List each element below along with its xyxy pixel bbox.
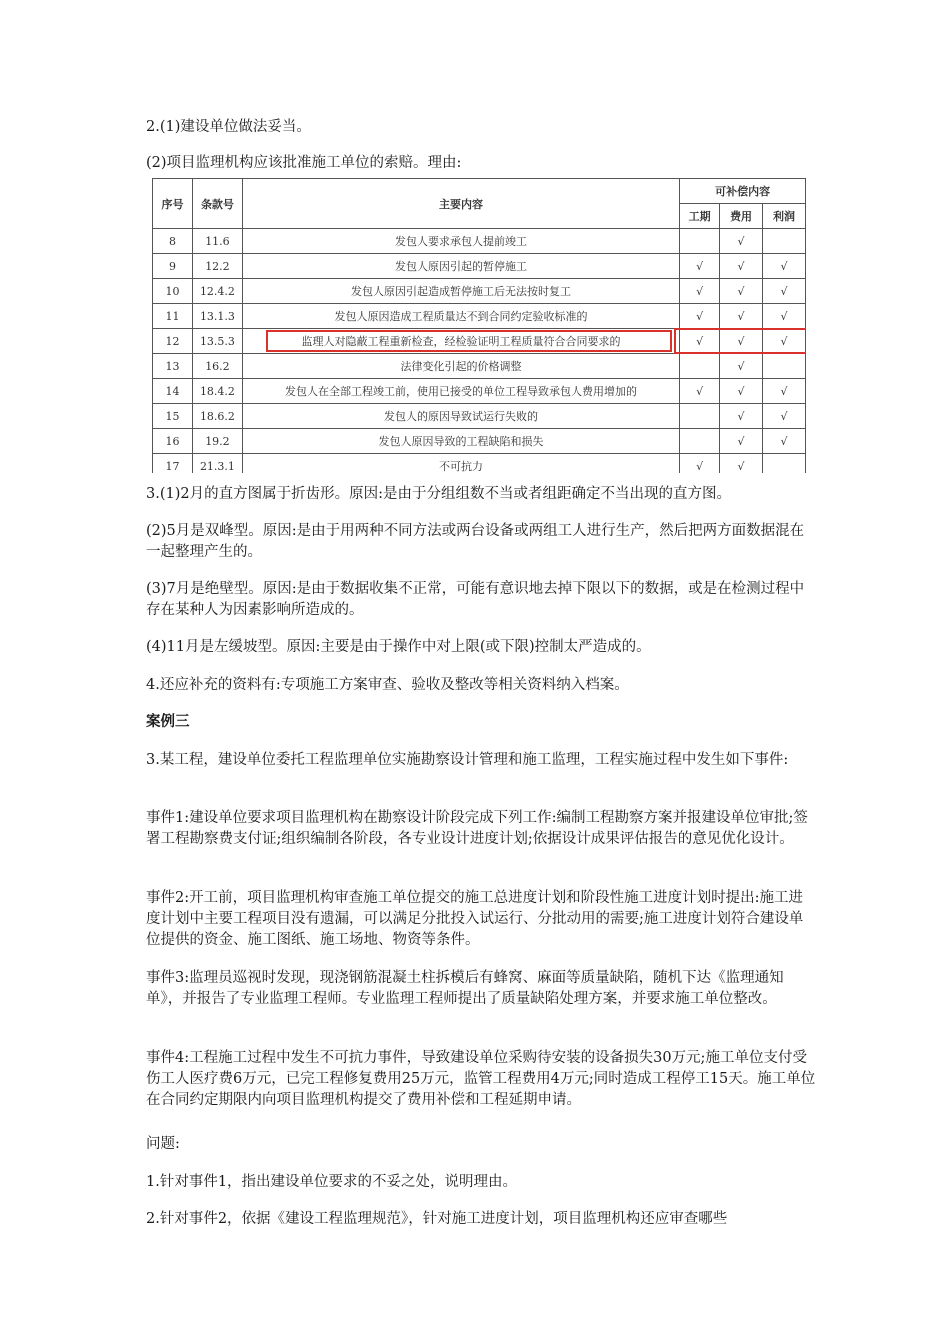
cell-time [680, 429, 720, 454]
cell-profit: √ [763, 429, 806, 454]
cell-clause: 18.4.2 [192, 379, 242, 404]
table-row [153, 404, 806, 429]
cell-cost: √ [720, 304, 763, 329]
cell-profit: √ [763, 279, 806, 304]
cell-cost: √ [720, 354, 763, 379]
event-3: 事件3:监理员巡视时发现，现浇钢筋混凝土柱拆模后有蜂窝、麻面等质量缺陷，随机下达《监理通知单》，并报告了专业监理工程师。专业监理工程师提出了质量缺陷处理方案，并要求施工单位整改。 [146, 970, 784, 1007]
cell-time [680, 229, 720, 254]
question-label: 问题: [146, 1136, 180, 1152]
question-2: 2.针对事件2，依据《建设工程监理规范》，针对施工进度计划，项目监理机构还应审查哪些 [146, 1211, 728, 1227]
cell-profit: √ [763, 254, 806, 279]
cell-clause: 12.2 [192, 254, 242, 279]
compensation-table [152, 178, 806, 473]
header-cost: 费用 [720, 204, 763, 229]
cell-clause: 21.3.1 [192, 454, 242, 474]
answer-3-2: (2)5月是双峰型。原因:是由于用两种不同方法或两台设备或两组工人进行生产，然后把两方面数据混在一起整理产生的。 [146, 523, 805, 560]
cell-time: √ [680, 454, 720, 474]
cell-content: 不可抗力 [242, 454, 679, 474]
case-title: 案例三 [146, 714, 190, 730]
cell-clause: 11.6 [192, 229, 242, 254]
cell-no: 14 [153, 379, 193, 404]
cell-time: √ [680, 304, 720, 329]
cell-content: 发包人在全部工程竣工前，使用已接受的单位工程导致承包人费用增加的 [242, 379, 679, 404]
event-4: 事件4:工程施工过程中发生不可抗力事件，导致建设单位采购待安装的设备损失30万元;施工单位支付受伤工人医疗费6万元，已完工程修复费用25万元，监管工程费用4万元;同时造成工程停工15天。施工单位在合同约定期限内向项目监理机构提交了费用补偿和工程延期申请。 [146, 1050, 816, 1108]
cell-clause: 16.2 [192, 354, 242, 379]
answer-3-4: (4)11月是左缓坡型。原因:主要是由于操作中对上限(或下限)控制太严造成的。 [146, 639, 651, 655]
cell-content: 发包人原因导致的工程缺陷和损失 [242, 429, 679, 454]
cell-content: 发包人的原因导致试运行失败的 [242, 404, 679, 429]
cell-clause: 12.4.2 [192, 279, 242, 304]
cell-time [680, 354, 720, 379]
header-time: 工期 [680, 204, 720, 229]
cell-profit [763, 354, 806, 379]
cell-cost: √ [720, 404, 763, 429]
cell-no: 9 [153, 254, 193, 279]
cell-time: √ [680, 379, 720, 404]
table-row [153, 379, 806, 404]
header-content: 主要内容 [242, 179, 679, 229]
cell-content: 法律变化引起的价格调整 [242, 354, 679, 379]
answer-4: 4.还应补充的资料有:专项施工方案审查、验收及整改等相关资料纳入档案。 [146, 677, 629, 693]
table-row [153, 429, 806, 454]
cell-cost: √ [720, 379, 763, 404]
cell-content: 发包人原因引起的暂停施工 [242, 254, 679, 279]
highlight-box-compensation [674, 328, 806, 354]
cell-no: 13 [153, 354, 193, 379]
event-1: 事件1:建设单位要求项目监理机构在勘察设计阶段完成下列工作:编制工程勘察方案并报建设单位审批;签署工程勘察费支付证;组织编制各阶段，各专业设计进度计划;依据设计成果评估报告的意见优化设计。 [146, 810, 808, 847]
header-profit: 利润 [763, 204, 806, 229]
cell-clause: 13.5.3 [192, 329, 242, 354]
table-row [153, 304, 806, 329]
cell-content: 发包人原因造成工程质量达不到合同约定验收标准的 [242, 304, 679, 329]
event-2: 事件2:开工前，项目监理机构审查施工单位提交的施工总进度计划和阶段性施工进度计划时提出:施工进度计划中主要工程项目没有遗漏，可以满足分批投入试运行、分批动用的需要;施工进度计划符合建设单位提供的资金、施工图纸、施工场地、物资等条件。 [146, 890, 804, 948]
cell-content: 发包人原因引起造成暂停施工后无法按时复工 [242, 279, 679, 304]
table-row [153, 354, 806, 379]
cell-no: 11 [153, 304, 193, 329]
cell-clause: 18.6.2 [192, 404, 242, 429]
cell-content: 发包人要求承包人提前竣工 [242, 229, 679, 254]
cell-cost: √ [720, 329, 763, 354]
cell-content: 监理人对隐蔽工程重新检查，经检验证明工程质量符合合同要求的 [242, 329, 679, 354]
cell-no: 17 [153, 454, 193, 474]
cell-cost: √ [720, 454, 763, 474]
table-row [153, 454, 806, 474]
cell-no: 16 [153, 429, 193, 454]
table-row [153, 279, 806, 304]
cell-cost: √ [720, 229, 763, 254]
cell-cost: √ [720, 429, 763, 454]
cell-cost: √ [720, 254, 763, 279]
cell-no: 8 [153, 229, 193, 254]
cell-profit: √ [763, 379, 806, 404]
header-clause: 条款号 [192, 179, 242, 229]
cell-profit: √ [763, 304, 806, 329]
cell-profit [763, 454, 806, 474]
cell-time: √ [680, 279, 720, 304]
cell-no: 10 [153, 279, 193, 304]
table-row [153, 254, 806, 279]
case-intro: 3.某工程，建设单位委托工程监理单位实施勘察设计管理和施工监理，工程实施过程中发生如下事件: [146, 752, 789, 768]
cell-time [680, 404, 720, 429]
cell-profit [763, 229, 806, 254]
cell-time: √ [680, 254, 720, 279]
answer-3-3: (3)7月是绝壁型。原因:是由于数据收集不正常，可能有意识地去掉下限以下的数据，或是在检测过程中存在某种人为因素影响所造成的。 [146, 581, 805, 618]
cell-no: 15 [153, 404, 193, 429]
table-row [153, 229, 806, 254]
answer-2-2: (2)项目监理机构应该批准施工单位的索赔。理由: [146, 155, 462, 171]
cell-clause: 19.2 [192, 429, 242, 454]
cell-cost: √ [720, 279, 763, 304]
answer-2-1: 2.(1)建设单位做法妥当。 [146, 119, 311, 135]
cell-profit: √ [763, 404, 806, 429]
cell-time: √ [680, 329, 720, 354]
header-no: 序号 [153, 179, 193, 229]
answer-3-1: 3.(1)2月的直方图属于折齿形。原因:是由于分组组数不当或者组距确定不当出现的直方图。 [146, 486, 731, 502]
header-compensation: 可补偿内容 [680, 179, 806, 204]
cell-no: 12 [153, 329, 193, 354]
cell-profit: √ [763, 329, 806, 354]
question-1: 1.针对事件1，指出建设单位要求的不妥之处，说明理由。 [146, 1174, 518, 1190]
highlight-box-content [266, 330, 672, 352]
cell-clause: 13.1.3 [192, 304, 242, 329]
